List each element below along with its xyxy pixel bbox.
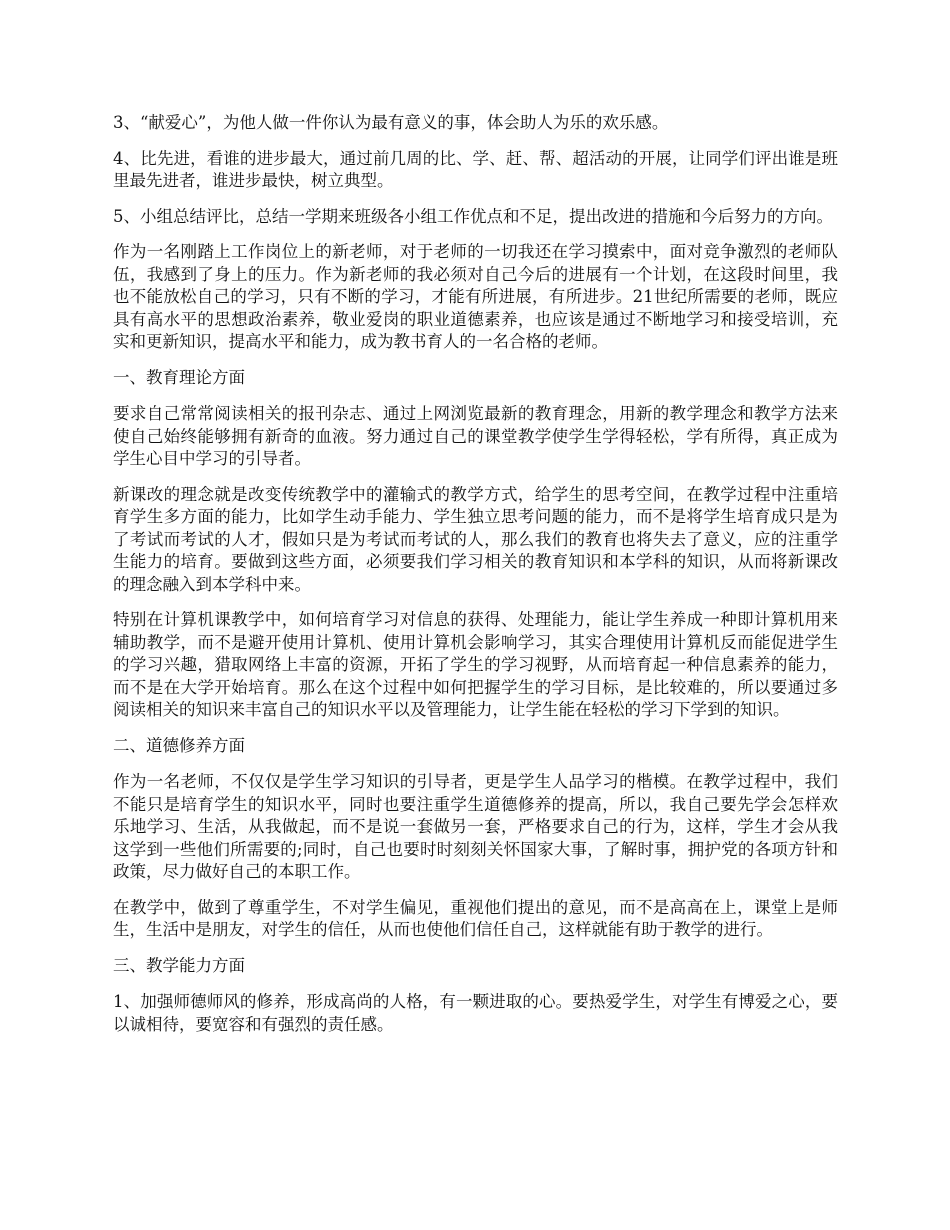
paragraph-role-model: 作为一名老师，不仅仅是学生学习知识的引导者，更是学生人品学习的楷模。在教学过程中，我们不能只是培育学生的知识水平，同时也要注重学生道德修养的提高，所以，我自己要先学会怎样欢乐地学习、生活，从我做起，而不是说一套做另一套，严格要求自己的行为，这样，学生才会从我这学到一些他们所需要的;同时，自己也要时时刻刻关怀国家大事，了解时事，拥护党的各项方针和政策，尽力做好自己的本职工作。 xyxy=(113,772,838,881)
paragraph-respect-students: 在教学中，做到了尊重学生，不对学生偏见，重视他们提出的意见，而不是高高在上，课堂上是师生，生活中是朋友，对学生的信任，从而也使他们信任自己，这样就能有助于教学的进行。 xyxy=(113,897,838,939)
paragraph-item-4: 4、比先进，看谁的进步最大，通过前几周的比、学、赶、帮、超活动的开展，让同学们评出谁是班里最先进者，谁进步最快，树立典型。 xyxy=(113,148,838,190)
document-page xyxy=(113,112,838,1049)
paragraph-curriculum-reform: 新课改的理念就是改变传统教学中的灌输式的教学方式，给学生的思考空间，在教学过程中注重培育学生多方面的能力，比如学生动手能力、学生独立思考问题的能力，而不是将学生培育成只是为了考试而考试的人才，假如只是为考试而考试的人，那么我们的教育也将失去了意义，应的注重学生能力的培育。要做到这些方面，必须要我们学习相关的教育知识和本学科的知识，从而将新课改的理念融入到本学科中来。 xyxy=(113,484,838,594)
section-heading-education-theory: 一、教育理论方面 xyxy=(113,367,245,387)
section-heading-moral-cultivation: 二、道德修养方面 xyxy=(113,735,245,755)
paragraph-computer-teaching: 特别在计算机课教学中，如何培育学习对信息的获得、处理能力，能让学生养成一种即计算机用来辅助教学，而不是避开使用计算机、使用计算机会影响学习，其实合理使用计算机反而能促进学生的学习兴趣，猎取网络上丰富的资源，开拓了学生的学习视野，从而培育起一种信息素养的能力，而不是在大学开始培育。那么在这个过程中如何把握学生的学习目标，是比较难的，所以要通过多阅读相关的知识来丰富自己的知识水平以及管理能力，让学生能在轻松的学习下学到的知识。 xyxy=(113,610,838,719)
paragraph-ethics-cultivation: 1、加强师德师风的修养，形成高尚的人格，有一颗进取的心。要热爱学生，对学生有博爱之心，要以诚相待，要宽容和有强烈的责任感。 xyxy=(113,992,838,1034)
paragraph-item-3: 3、“献爱心”，为他人做一件你认为最有意义的事，体会助人为乐的欢乐感。 xyxy=(113,113,669,132)
section-heading-teaching-ability: 三、教学能力方面 xyxy=(113,955,245,975)
paragraph-reading-requirements: 要求自己常常阅读相关的报刊杂志、通过上网浏览最新的教育理念，用新的教学理念和教学方法来使自己始终能够拥有新奇的血液。努力通过自己的课堂教学使学生学得轻松，学有所得，真正成为学生心目中学习的引导者。 xyxy=(113,404,838,468)
paragraph-new-teacher-intro: 作为一名刚踏上工作岗位上的新老师，对于老师的一切我还在学习摸索中，面对竞争激烈的老师队伍，我感到了身上的压力。作为新老师的我必须对自己今后的进展有一个计划，在这段时间里，我也不能放松自己的学习，只有不断的学习，才能有所进展，有所进步。21世纪所需要的老师，既应具有高水平的思想政治素养，敬业爱岗的职业道德素养，也应该是通过不断地学习和接受培训，充实和更新知识，提高水平和能力，成为教书育人的一名合格的老师。 xyxy=(113,242,838,351)
paragraph-item-5: 5、小组总结评比，总结一学期来班级各小组工作优点和不足，提出改进的措施和今后努力的方向。 xyxy=(113,206,833,226)
